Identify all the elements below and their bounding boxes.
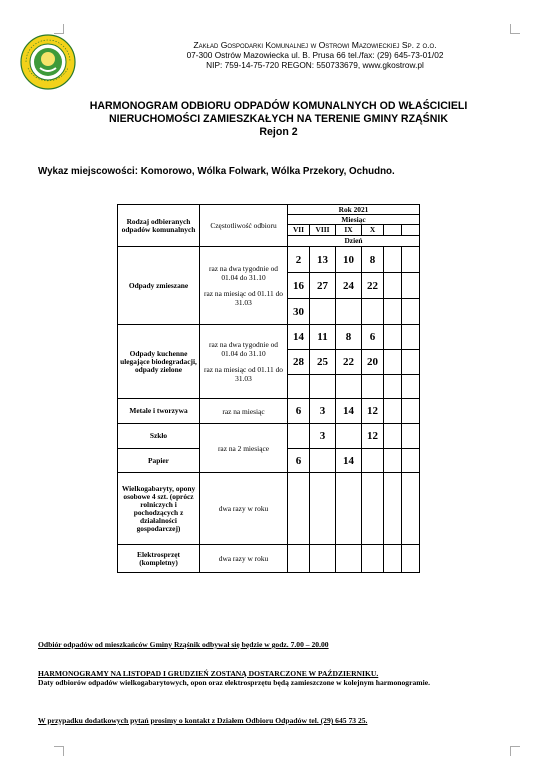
day-cell [384,299,402,325]
freq-glass-paper: raz na 2 miesiące [200,424,288,473]
freq-line: raz na dwa tygodnie od 01.04 do 31.10 [209,340,278,358]
company-address: 07-300 Ostrów Mazowiecka ul. B. Prusa 66 tel./fax: (29) 645-73-01/02 [186,50,444,60]
day-cell [310,299,336,325]
row-electronics: Elektrosprzęt (kompletny) [118,545,200,573]
day-cell [402,375,420,399]
day-cell: 22 [336,350,362,375]
row-glass: Szkło [118,424,200,449]
row-mixed-waste: Odpady zmieszane [118,247,200,325]
freq-line: raz na dwa tygodnie od 01.04 do 31.10 [209,264,278,282]
day-cell [310,449,336,473]
day-cell [362,375,384,399]
company-header [120,40,510,70]
day-cell [384,325,402,350]
day-cell [362,545,384,573]
day-cell [384,375,402,399]
day-cell: 10 [336,247,362,273]
day-cell: 12 [362,399,384,424]
places-list: Wykaz miejscowości: Komorowo, Wólka Folwark, Wólka Przekory, Ochudno. [38,166,395,177]
footer-notice [38,670,516,687]
day-cell: 8 [336,325,362,350]
day-cell: 6 [288,449,310,473]
row-bio-waste: Odpady kuchenne ulegające biodegradacji, odpady zielone [118,325,200,399]
day-cell [402,473,420,545]
day-cell [310,375,336,399]
day-cell: 24 [336,273,362,299]
day-cell [310,545,336,573]
row-paper: Papier [118,449,200,473]
day-cell [384,273,402,299]
day-cell [362,449,384,473]
freq-bulky-waste: dwa razy w roku [200,473,288,545]
day-cell: 11 [310,325,336,350]
day-cell: 27 [310,273,336,299]
freq-line: raz na miesiąc od 01.11 do 31.03 [204,289,283,307]
crop-mark-bottom-left [54,746,64,756]
footer-hours [38,641,516,650]
day-cell: 12 [362,424,384,449]
title-line-2: NIERUCHOMOŚCI ZAMIESZKAŁYCH NA TERENIE GMINY RZĄŚNIK [108,113,448,125]
title-line-3: Rejon 2 [259,126,298,138]
day-cell: 30 [288,299,310,325]
month-cell [402,225,420,236]
day-cell [402,247,420,273]
day-cell [384,424,402,449]
day-cell [310,473,336,545]
day-cell [336,473,362,545]
day-cell [336,424,362,449]
freq-electronics: dwa razy w roku [200,545,288,573]
month-cell: VIII [310,225,336,236]
day-cell: 3 [310,424,336,449]
day-cell [402,325,420,350]
header-year: Rok 2021 [288,205,420,215]
day-cell: 20 [362,350,384,375]
day-cell [384,545,402,573]
day-cell: 14 [336,449,362,473]
row-metal-plastics: Metale i tworzywa [118,399,200,424]
day-cell: 14 [336,399,362,424]
freq-metal-plastics: raz na miesiąc [200,399,288,424]
crop-mark-top-right [510,24,520,34]
day-cell [384,449,402,473]
day-cell [402,273,420,299]
day-cell: 16 [288,273,310,299]
day-cell [362,299,384,325]
day-cell: 22 [362,273,384,299]
month-cell: IX [336,225,362,236]
day-cell: 8 [362,247,384,273]
day-cell: 13 [310,247,336,273]
day-cell: 6 [362,325,384,350]
day-cell [336,299,362,325]
day-cell [402,449,420,473]
day-cell [384,399,402,424]
day-cell [336,545,362,573]
day-cell [384,247,402,273]
company-name: Zakład Gospodarki Komunalnej w Ostrowi Mazowieckiej Sp. z o.o. [193,40,437,50]
freq-line: raz na miesiąc od 01.11 do 31.03 [204,365,283,383]
month-cell: VII [288,225,310,236]
footer-contact [38,717,516,726]
freq-bio-waste [200,325,288,399]
day-cell [402,424,420,449]
day-cell [288,375,310,399]
day-cell [402,350,420,375]
day-cell [288,545,310,573]
day-cell [336,375,362,399]
contact-note: W przypadku dodatkowych pytań prosimy o kontakt z Działem Odbioru Odpadów tel. (29) 645 73 25. [38,716,368,725]
month-cell: X [362,225,384,236]
crop-mark-top-left [54,24,64,34]
company-logo [20,34,76,90]
day-cell [402,545,420,573]
document-title [0,100,557,139]
notice-text: Daty odbiorów odpadów wielkogabarytowych, opon oraz elektrosprzętu będą zamieszczone w kolejnym harmonogramie. [38,677,430,687]
header-waste-type: Rodzaj odbieranych odpadów komunalnych [118,205,200,247]
day-cell [288,473,310,545]
day-cell: 25 [310,350,336,375]
day-cell [362,473,384,545]
month-cell [384,225,402,236]
day-cell: 3 [310,399,336,424]
day-cell [402,299,420,325]
crop-mark-bottom-right [510,746,520,756]
day-cell: 2 [288,247,310,273]
day-cell [384,473,402,545]
hours-note: Odbiór odpadów od mieszkańców Gminy Rząśnik odbywał się będzie w godz. 7.00 – 20.00 [38,640,329,649]
day-cell: 6 [288,399,310,424]
row-bulky-waste: Wielkogabaryty, opony osobowe 4 szt. (oprócz rolniczych i pochodzących z działalności gospodarczej) [118,473,200,545]
day-cell [384,350,402,375]
notice-heading: HARMONOGRAMY NA LISTOPAD I GRUDZIEŃ ZOSTANĄ DOSTARCZONE W PAŹDZIERNIKU. [38,669,379,678]
freq-mixed-waste [200,247,288,325]
company-ids: NIP: 759-14-75-720 REGON: 550733679, www.gkostrow.pl [206,60,424,70]
header-frequency: Częstotliwość odbioru [200,205,288,247]
title-line-1: HARMONOGRAM ODBIORU ODPADÓW KOMUNALNYCH OD WŁAŚCICIELI [89,100,468,112]
day-cell: 14 [288,325,310,350]
day-cell: 28 [288,350,310,375]
day-cell [402,399,420,424]
header-day: Dzień [288,236,420,247]
schedule-table [117,204,420,573]
header-month: Miesiąc [288,215,420,225]
day-cell [288,424,310,449]
